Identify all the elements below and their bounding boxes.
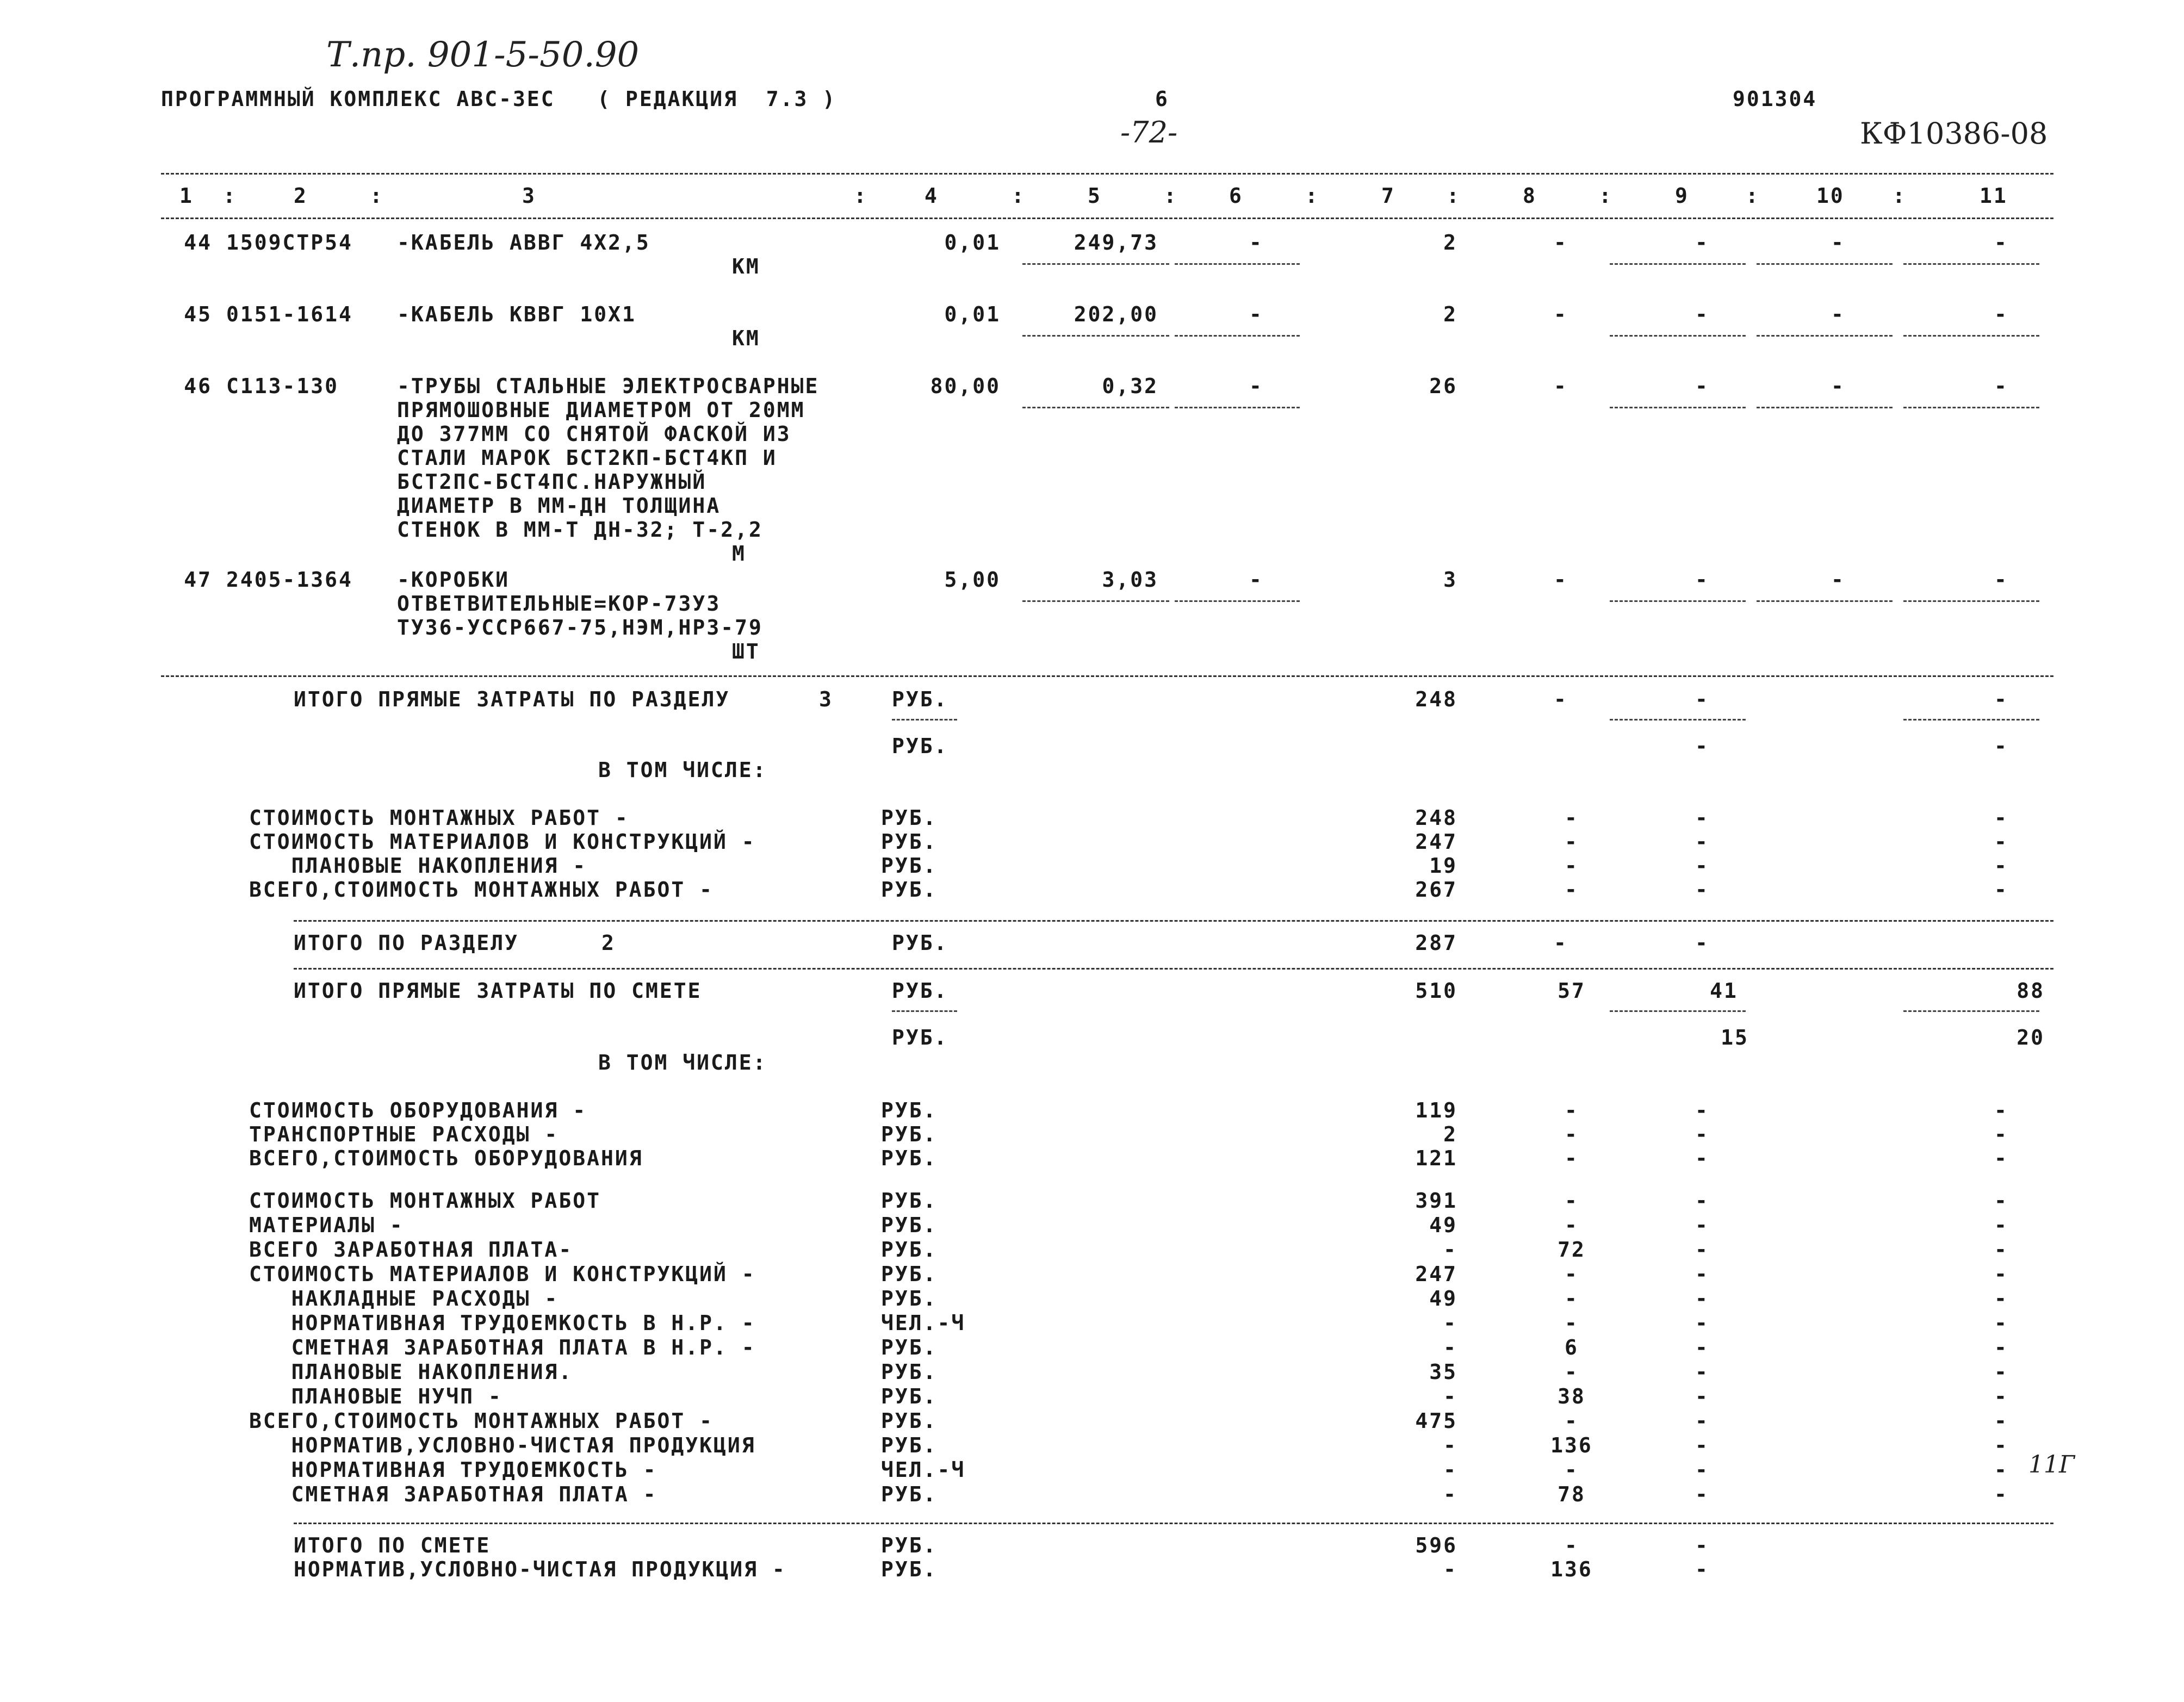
row-col9: - [1695, 854, 1709, 878]
row-col11: - [1994, 1360, 2008, 1384]
row-col7: 2 [1443, 1122, 1457, 1146]
row-col11: - [1994, 1213, 2008, 1237]
item-col7: 2 [1443, 302, 1457, 326]
row-label: НОРМАТИВНАЯ ТРУДОЕМКОСТЬ В Н.Р. - [249, 1311, 756, 1335]
row-col7: 119 [1415, 1098, 1457, 1122]
section-total-unit2: РУБ. [892, 734, 948, 758]
row-col11: - [1994, 1409, 2008, 1433]
cell-rule [1610, 263, 1746, 265]
row-col8: 78 [1558, 1482, 1586, 1506]
row-col11: - [1994, 878, 2008, 902]
row-col7: - [1443, 1311, 1457, 1335]
cell-rule [1757, 600, 1893, 602]
row-unit: РУБ. [881, 1409, 938, 1433]
item-col11: - [1994, 302, 2008, 326]
item-description-line: ДИАМЕТР В ММ-ДН ТОЛЩИНА [397, 494, 721, 518]
row-col11: - [1994, 806, 2008, 830]
document-code: 901304 [1733, 87, 1817, 111]
column-header: 2 [294, 184, 308, 208]
section2-label: ИТОГО ПО РАЗДЕЛУ [294, 931, 519, 955]
item-unit-price: 249,73 [1074, 231, 1158, 254]
row-col9: - [1695, 1458, 1709, 1482]
item-col8: - [1554, 568, 1568, 592]
row-unit: РУБ. [881, 1262, 938, 1286]
cell-rule [1610, 335, 1746, 337]
row-col9: - [1695, 1557, 1709, 1581]
row-col9: - [1695, 1335, 1709, 1359]
row-col7: - [1443, 1238, 1457, 1262]
row-unit: РУБ. [881, 1335, 938, 1359]
item-description-line: -КАБЕЛЬ АВВГ 4Х2,5 [397, 231, 650, 254]
row-col11: - [1994, 1482, 2008, 1506]
row-col7: 267 [1415, 878, 1457, 902]
row-col7: 19 [1429, 854, 1457, 878]
row-unit: РУБ. [881, 878, 938, 902]
row-col8: 38 [1558, 1384, 1586, 1408]
row-col9: - [1695, 1360, 1709, 1384]
row-unit: РУБ. [881, 1238, 938, 1262]
row-col7: - [1443, 1458, 1457, 1482]
row-label: ИТОГО ПО СМЕТЕ [294, 1533, 491, 1557]
item-col6: - [1249, 231, 1263, 254]
cell-rule [1903, 263, 2039, 265]
item-col9: - [1695, 302, 1709, 326]
item-number: 47 [184, 568, 212, 592]
row-col11: - [1994, 830, 2008, 854]
row-label: НАКЛАДНЫЕ РАСХОДЫ - [249, 1287, 559, 1310]
row-label: СТОИМОСТЬ МАТЕРИАЛОВ И КОНСТРУКЦИЙ - [249, 830, 756, 854]
cell-rule [1610, 600, 1746, 602]
item-unit: КМ [732, 254, 760, 278]
row-label: СТОИМОСТЬ МАТЕРИАЛОВ И КОНСТРУКЦИЙ - [249, 1262, 756, 1286]
row-label: НОРМАТИВ,УСЛОВНО-ЧИСТАЯ ПРОДУКЦИЯ [249, 1433, 756, 1457]
column-header: : [1599, 184, 1613, 208]
row-col8: 72 [1558, 1238, 1586, 1262]
cell-rule [1175, 263, 1300, 265]
row-label: СМЕТНАЯ ЗАРАБОТНАЯ ПЛАТА В Н.Р. - [249, 1335, 756, 1359]
estimate-direct-label: ИТОГО ПРЯМЫЕ ЗАТРАТЫ ПО СМЕТЕ [294, 979, 702, 1003]
item-unit: М [732, 542, 746, 566]
item-col10: - [1831, 302, 1845, 326]
row-label: ПЛАНОВЫЕ НУЧП - [249, 1384, 502, 1408]
row-col8: - [1565, 1311, 1579, 1335]
column-header: 4 [925, 184, 939, 208]
item-col8: - [1554, 302, 1568, 326]
cell-rule [1022, 263, 1169, 265]
row-col9: - [1695, 1433, 1709, 1457]
row-col7: 49 [1429, 1287, 1457, 1310]
row-label: ПЛАНОВЫЕ НАКОПЛЕНИЯ - [249, 854, 587, 878]
row-unit: ЧЕЛ.-Ч [881, 1311, 966, 1335]
row-col7: 121 [1415, 1146, 1457, 1170]
row-label: НОРМАТИВНАЯ ТРУДОЕМКОСТЬ - [249, 1458, 657, 1482]
column-header: 6 [1229, 184, 1243, 208]
row-col8: - [1565, 806, 1579, 830]
section2-number: 2 [601, 931, 616, 955]
row-col7: 248 [1415, 806, 1457, 830]
row-unit: ЧЕЛ.-Ч [881, 1458, 966, 1482]
column-header: 7 [1381, 184, 1395, 208]
col11-underline [1903, 719, 2039, 720]
section-total-col8: - [1554, 687, 1568, 711]
item-quantity: 0,01 [944, 302, 1001, 326]
row-col11: - [1994, 1384, 2008, 1408]
row-col11: - [1994, 1433, 2008, 1457]
unit-underline [892, 719, 957, 720]
estimate-direct-unit: РУБ. [892, 979, 948, 1003]
in-that-number-heading: В ТОМ ЧИСЛЕ: [598, 758, 767, 782]
item-code: С113-130 [226, 374, 339, 398]
row-unit: РУБ. [881, 806, 938, 830]
row-unit: РУБ. [881, 1098, 938, 1122]
estimate-direct-col8: 57 [1558, 979, 1586, 1003]
item-col11: - [1994, 374, 2008, 398]
cell-rule [1757, 407, 1893, 408]
row-unit: РУБ. [881, 1384, 938, 1408]
item-quantity: 0,01 [944, 231, 1001, 254]
item-description-line: -КАБЕЛЬ КВВГ 10Х1 [397, 302, 636, 326]
row-label: ВСЕГО ЗАРАБОТНАЯ ПЛАТА- [249, 1238, 573, 1262]
row-col11: - [1994, 1335, 2008, 1359]
column-header: : [223, 184, 237, 208]
cell-rule [1757, 335, 1893, 337]
row-col9: - [1695, 1122, 1709, 1146]
item-number: 45 [184, 302, 212, 326]
row-label: ВСЕГО,СТОИМОСТЬ МОНТАЖНЫХ РАБОТ - [249, 878, 713, 902]
row-label: СТОИМОСТЬ МОНТАЖНЫХ РАБОТ - [249, 806, 629, 830]
item-col9: - [1695, 374, 1709, 398]
column-header: 9 [1675, 184, 1689, 208]
column-header: : [1305, 184, 1319, 208]
row-col7: - [1443, 1557, 1457, 1581]
row-col8: - [1565, 1189, 1579, 1213]
row-unit: РУБ. [881, 1533, 938, 1557]
row-label: СТОИМОСТЬ МОНТАЖНЫХ РАБОТ [249, 1189, 601, 1213]
handwritten-margin-mark: 11Г [2028, 1451, 2075, 1479]
item-col7: 2 [1443, 231, 1457, 254]
item-description-line: СТЕНОК В ММ-Т ДН-32; Т-2,2 [397, 518, 763, 542]
row-col8: 136 [1550, 1557, 1593, 1581]
row-col11: - [1994, 1146, 2008, 1170]
rule-before-section2 [294, 920, 2053, 922]
item-code: 2405-1364 [226, 568, 353, 592]
column-header: : [1164, 184, 1178, 208]
row-col9: - [1695, 830, 1709, 854]
item-number: 44 [184, 231, 212, 254]
section-total-col7: 248 [1415, 687, 1457, 711]
row-col7: 247 [1415, 1262, 1457, 1286]
row-col11: - [1994, 1189, 2008, 1213]
row-col7: 596 [1415, 1533, 1457, 1557]
item-unit-price: 3,03 [1102, 568, 1158, 592]
row-col11: - [1994, 1122, 2008, 1146]
column-header: : [1012, 184, 1026, 208]
row-col11: - [1994, 1287, 2008, 1310]
row-col11: - [1994, 1311, 2008, 1335]
row-col8: - [1565, 1262, 1579, 1286]
section2-unit: РУБ. [892, 931, 948, 955]
row-col8: - [1565, 1287, 1579, 1310]
item-col11: - [1994, 568, 2008, 592]
row-unit: РУБ. [881, 830, 938, 854]
row-col9: - [1695, 1409, 1709, 1433]
row-col9: - [1695, 1238, 1709, 1262]
column-header: : [854, 184, 868, 208]
row-label: СМЕТНАЯ ЗАРАБОТНАЯ ПЛАТА - [249, 1482, 657, 1506]
row-col9: - [1695, 1311, 1709, 1335]
estimate-direct-col9b: 15 [1721, 1026, 1749, 1049]
section2-col7: 287 [1415, 931, 1457, 955]
section-total-col9: - [1695, 687, 1709, 711]
section-total-col11b: - [1994, 734, 2008, 758]
item-description-line: ТУ36-УССР667-75,НЭМ,НРЗ-79 [397, 616, 763, 639]
header-rule-bottom [161, 218, 2053, 219]
row-unit: РУБ. [881, 1557, 938, 1581]
column-header: : [370, 184, 384, 208]
item-col9: - [1695, 568, 1709, 592]
cell-rule [1175, 335, 1300, 337]
item-col10: - [1831, 568, 1845, 592]
item-unit: КМ [732, 326, 760, 350]
item-col7: 3 [1443, 568, 1457, 592]
estimate-direct-col11: 88 [2017, 979, 2045, 1003]
cell-rule [1022, 600, 1169, 602]
row-col9: - [1695, 1262, 1709, 1286]
cell-rule [1757, 263, 1893, 265]
row-unit: РУБ. [881, 1360, 938, 1384]
rule-after-items [161, 675, 2053, 677]
row-col9: - [1695, 1482, 1709, 1506]
row-unit: РУБ. [881, 1122, 938, 1146]
column-header: : [1447, 184, 1461, 208]
cell-rule [1903, 407, 2039, 408]
column-header: 10 [1816, 184, 1845, 208]
row-col11: - [1994, 1458, 2008, 1482]
row-label: ВСЕГО,СТОИМОСТЬ ОБОРУДОВАНИЯ [249, 1146, 643, 1170]
section-total-col11: - [1994, 687, 2008, 711]
row-label: ТРАНСПОРТНЫЕ РАСХОДЫ - [249, 1122, 559, 1146]
row-col7: - [1443, 1335, 1457, 1359]
row-col7: 35 [1429, 1360, 1457, 1384]
item-code: 0151-1614 [226, 302, 353, 326]
header-rule-top [161, 173, 2053, 175]
rule-after-section2 [294, 968, 2053, 970]
row-col8: - [1565, 1360, 1579, 1384]
row-col11: - [1994, 1238, 2008, 1262]
column-header: 11 [1980, 184, 2008, 208]
item-col8: - [1554, 374, 1568, 398]
cell-rule [1903, 335, 2039, 337]
section2-col8: - [1554, 931, 1568, 955]
row-col7: 247 [1415, 830, 1457, 854]
handwritten-stamp: КФ10386-08 [1860, 116, 2048, 151]
row-unit: РУБ. [881, 1213, 938, 1237]
item-description-line: СТАЛИ МАРОК БСТ2КП-БСТ4КП И [397, 446, 777, 470]
item-description-line: -КОРОБКИ [397, 568, 510, 592]
column-header: : [1746, 184, 1760, 208]
cell-rule [1022, 335, 1169, 337]
row-col7: 391 [1415, 1189, 1457, 1213]
item-col11: - [1994, 231, 2008, 254]
row-col9: - [1695, 1189, 1709, 1213]
row-col11: - [1994, 854, 2008, 878]
handwritten-page-mark: -72- [1120, 115, 1178, 150]
row-col7: 475 [1415, 1409, 1457, 1433]
row-col8: - [1565, 1098, 1579, 1122]
item-number: 46 [184, 374, 212, 398]
row-label: МАТЕРИАЛЫ - [249, 1213, 404, 1237]
column-header: 3 [522, 184, 536, 208]
item-description-line: -ТРУБЫ СТАЛЬНЫЕ ЭЛЕКТРОСВАРНЫЕ [397, 374, 820, 398]
rule-before-estimate-total [294, 1523, 2053, 1524]
item-col6: - [1249, 374, 1263, 398]
row-col8: 136 [1550, 1433, 1593, 1457]
estimate-direct-col11b: 20 [2017, 1026, 2045, 1049]
item-description-line: ПРЯМОШОВНЫЕ ДИАМЕТРОМ ОТ 20ММ [397, 398, 805, 422]
row-col9: - [1695, 806, 1709, 830]
item-quantity: 5,00 [944, 568, 1001, 592]
row-col9: - [1695, 1213, 1709, 1237]
row-col8: - [1565, 1409, 1579, 1433]
column-header: 5 [1088, 184, 1102, 208]
in-that-number-heading-2: В ТОМ ЧИСЛЕ: [598, 1051, 767, 1074]
row-col9: - [1695, 1146, 1709, 1170]
row-col9: - [1695, 1384, 1709, 1408]
row-unit: РУБ. [881, 1189, 938, 1213]
row-col7: - [1443, 1384, 1457, 1408]
item-quantity: 80,00 [930, 374, 1001, 398]
item-col10: - [1831, 231, 1845, 254]
cell-rule [1903, 600, 2039, 602]
row-unit: РУБ. [881, 1146, 938, 1170]
row-label: СТОИМОСТЬ ОБОРУДОВАНИЯ - [249, 1098, 587, 1122]
page-number: 6 [1155, 87, 1169, 111]
item-code: 1509СТР54 [226, 231, 353, 254]
item-col9: - [1695, 231, 1709, 254]
row-unit: РУБ. [881, 1287, 938, 1310]
item-col6: - [1249, 302, 1263, 326]
row-col8: - [1565, 1122, 1579, 1146]
cell-rule [1175, 407, 1300, 408]
row-col11: - [1994, 1098, 2008, 1122]
row-col7: - [1443, 1433, 1457, 1457]
cell-rule [1022, 407, 1169, 408]
program-header: ПРОГРАММНЫЙ КОМПЛЕКС АВС-3ЕС ( РЕДАКЦИЯ 7.3 ) [161, 87, 837, 111]
col9-underline [1610, 1010, 1746, 1012]
item-unit-price: 202,00 [1074, 302, 1158, 326]
row-unit: РУБ. [881, 1433, 938, 1457]
section-total-number: 3 [819, 687, 833, 711]
row-col9: - [1695, 878, 1709, 902]
row-col8: 6 [1565, 1335, 1579, 1359]
row-col7: - [1443, 1482, 1457, 1506]
row-col11: - [1994, 1262, 2008, 1286]
section-total-unit: РУБ. [892, 687, 948, 711]
cell-rule [1610, 407, 1746, 408]
estimate-direct-unit2: РУБ. [892, 1026, 948, 1049]
unit-underline [892, 1010, 957, 1012]
item-unit-price: 0,32 [1102, 374, 1158, 398]
col11-underline [1903, 1010, 2039, 1012]
item-unit: ШТ [732, 639, 760, 663]
row-col8: - [1565, 830, 1579, 854]
row-col8: - [1565, 1533, 1579, 1557]
section-total-label: ИТОГО ПРЯМЫЕ ЗАТРАТЫ ПО РАЗДЕЛУ [294, 687, 730, 711]
estimate-direct-col7: 510 [1415, 979, 1457, 1003]
section2-col9: - [1695, 931, 1709, 955]
item-col8: - [1554, 231, 1568, 254]
column-header: 8 [1523, 184, 1537, 208]
row-label: ПЛАНОВЫЕ НАКОПЛЕНИЯ. [249, 1360, 573, 1384]
handwritten-reference: Т.пр. 901-5-50.90 [326, 35, 640, 75]
row-col8: - [1565, 1458, 1579, 1482]
row-unit: РУБ. [881, 1482, 938, 1506]
column-header: 1 [179, 184, 194, 208]
row-col8: - [1565, 854, 1579, 878]
row-unit: РУБ. [881, 854, 938, 878]
item-col10: - [1831, 374, 1845, 398]
estimate-direct-col9: 41 [1710, 979, 1738, 1003]
item-description-line: ОТВЕТВИТЕЛЬНЫЕ=КОР-73УЗ [397, 592, 721, 616]
item-description-line: БСТ2ПС-БСТ4ПС.НАРУЖНЫЙ [397, 470, 707, 494]
column-header: : [1893, 184, 1907, 208]
row-label: НОРМАТИВ,УСЛОВНО-ЧИСТАЯ ПРОДУКЦИЯ - [294, 1557, 786, 1581]
row-label: ВСЕГО,СТОИМОСТЬ МОНТАЖНЫХ РАБОТ - [249, 1409, 713, 1433]
row-col7: 49 [1429, 1213, 1457, 1237]
item-col7: 26 [1429, 374, 1457, 398]
row-col9: - [1695, 1287, 1709, 1310]
row-col8: - [1565, 1213, 1579, 1237]
row-col9: - [1695, 1098, 1709, 1122]
item-description-line: ДО 377ММ СО СНЯТОЙ ФАСКОЙ ИЗ [397, 422, 791, 446]
row-col8: - [1565, 878, 1579, 902]
row-col8: - [1565, 1146, 1579, 1170]
cell-rule [1175, 600, 1300, 602]
item-col6: - [1249, 568, 1263, 592]
section-total-col9b: - [1695, 734, 1709, 758]
row-col9: - [1695, 1533, 1709, 1557]
col9-underline [1610, 719, 1746, 720]
